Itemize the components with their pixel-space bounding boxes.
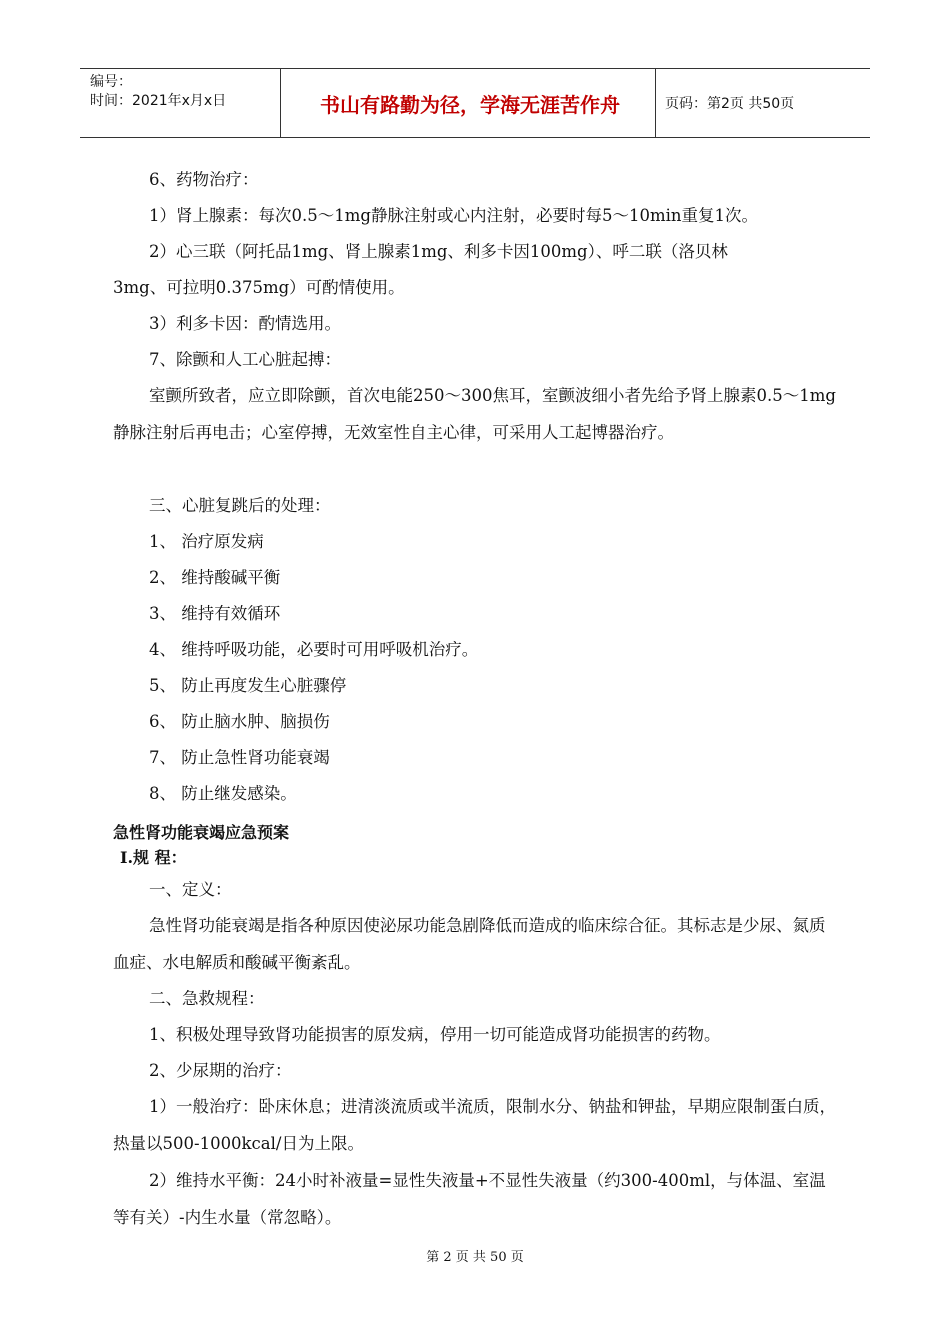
- paragraph: 急性肾功能衰竭是指各种原因使泌尿功能急剧降低而造成的临床综合征。其标志是少尿、氮质血症、水电解质和酸碱平衡紊乱。: [113, 916, 826, 972]
- paragraph: 1、积极处理导致肾功能损害的原发病，停用一切可能造成肾功能损害的药物。: [149, 1025, 721, 1044]
- paragraph: 室颤所致者，应立即除颤，首次电能250～300焦耳，室颤波细小者先给予肾上腺素0.5～1mg静脉注射后再电击；心室停搏，无效室性自主心律，可采用人工起博器治疗。: [113, 386, 836, 442]
- paragraph: 3mg、可拉明0.375mg）可酌情使用。: [113, 278, 405, 297]
- paragraph: 2、少尿期的治疗：: [149, 1061, 292, 1080]
- list-item: 7、 防止急性肾功能衰竭: [149, 748, 330, 767]
- paragraph: 三、心脏复跳后的处理：: [149, 496, 331, 515]
- header-divider: [655, 69, 656, 137]
- list-item: 6、 防止脑水肿、脑损伤: [149, 712, 330, 731]
- time-label: 时间：2021年x月x日: [90, 93, 227, 109]
- number-label: 编号：: [90, 74, 132, 90]
- document-header: [80, 68, 870, 138]
- list-item: 3、 维持有效循环: [149, 604, 281, 623]
- list-item: 2、 维持酸碱平衡: [149, 568, 281, 587]
- paragraph: 6、药物治疗：: [149, 170, 259, 189]
- paragraph: 3）利多卡因：酌情选用。: [149, 314, 341, 333]
- header-page-info: 页码：第2页 共50页: [665, 96, 795, 112]
- header-divider: [280, 69, 281, 137]
- paragraph: 1）一般治疗：卧床休息；进清淡流质或半流质，限制水分、钠盐和钾盐，早期应限制蛋白质，热量以500-1000kcal/日为上限。: [113, 1097, 836, 1153]
- paragraph: 一、定义：: [149, 880, 232, 899]
- paragraph: 2）心三联（阿托品1mg、肾上腺素1mg、利多卡因100mg）、呼二联（洛贝林: [149, 242, 728, 261]
- header-meta: [90, 73, 226, 111]
- list-item: 8、 防止继发感染。: [149, 784, 297, 803]
- page-footer: 第 2 页 共 50 页: [426, 1250, 524, 1265]
- list-item: 4、 维持呼吸功能，必要时可用呼吸机治疗。: [149, 640, 479, 659]
- paragraph: 1）肾上腺素：每次0.5～1mg静脉注射或心内注射，必要时每5～10min重复1次。: [149, 206, 758, 225]
- paragraph: 二、急救规程：: [149, 989, 265, 1008]
- paragraph: 2）维持水平衡：24小时补液量=显性失液量+不显性失液量（约300-400ml，与体温、室温等有关）-内生水量（常忽略）。: [113, 1171, 826, 1227]
- list-item: 5、 防止再度发生心脏骤停: [149, 676, 347, 695]
- section-title: 急性肾功能衰竭应急预案: [113, 823, 290, 842]
- paragraph: 7、除颤和人工心脏起搏：: [149, 350, 341, 369]
- section-subtitle: I.规 程：: [120, 848, 187, 867]
- header-motto: 书山有路勤为径，学海无涯苦作舟: [320, 92, 620, 117]
- list-item: 1、 治疗原发病: [149, 532, 264, 551]
